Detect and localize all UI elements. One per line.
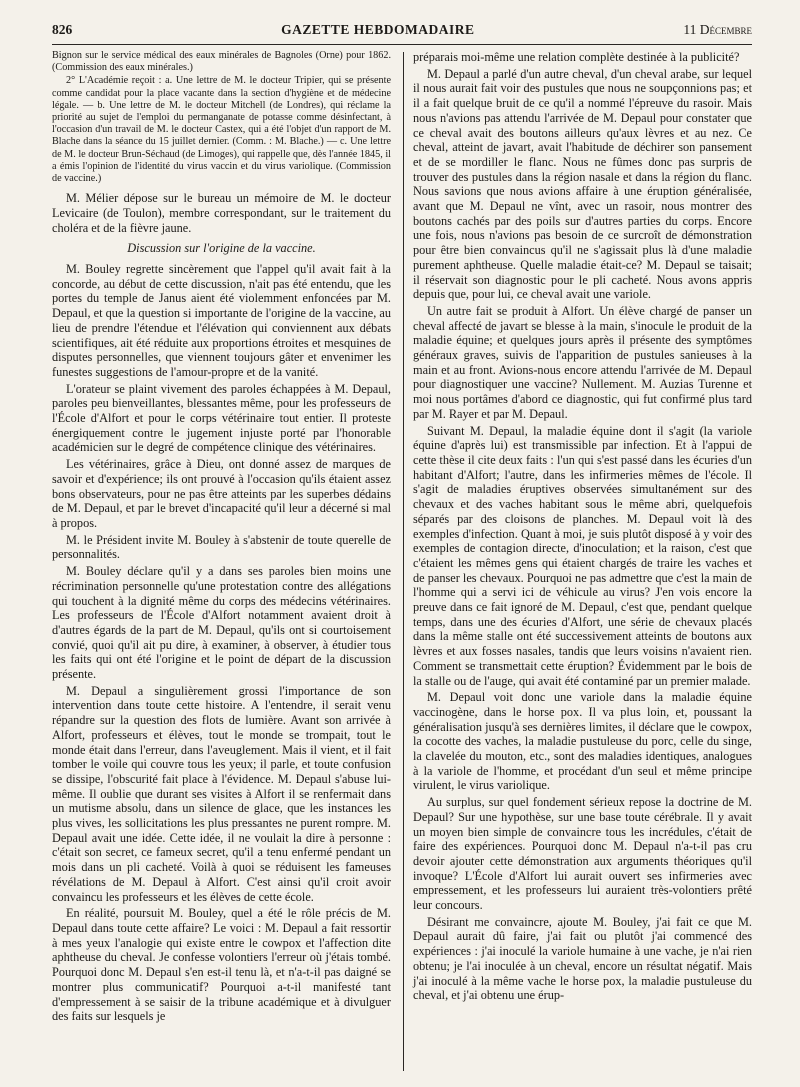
paragraph: L'orateur se plaint vivement des paroles échappées à M. Depaul, paroles peu bienveillantes, blessantes même, pour les professeurs de l'École d'Alfort et pour le corps vétérinaire tout entier. Il proteste énergiquement contre le jugement injuste porté par l'honorable académicien sur le degré de compétence clinique des vétérinaires. <box>52 381 391 455</box>
page-number: 826 <box>52 22 73 37</box>
paragraph: M. Bouley déclare qu'il y a dans ses paroles bien moins une récrimination personnelle qu'une protestation contre des allégations qui touchent à la dignité même du corps des médecins vétérinaires. Les professeurs de l'École d'Alfort notamment avaient droit à d'autres égards de la part de M. Depaul, qu'ils ont si courtoisement convié, quoi qu'il ait pu dire, à examiner, à observer, à étudier tous les faits qui ont été l'origine et le point de départ de la discussion présente. <box>52 564 391 682</box>
note-bignon: Bignon sur le service médical des eaux minérales de Bagnoles (Orne) pour 1862. (Commission des eaux minérales.) <box>52 50 391 74</box>
page-header <box>52 22 752 44</box>
paragraph: préparais moi-même une relation complète destinée à la publicité? <box>413 50 740 64</box>
paragraph: Les vétérinaires, grâce à Dieu, ont donné assez de marques de savoir et d'expérience; ils ont prouvé à l'occasion qu'ils étaient assez bons observateurs, pour ne pas être atteints par les superbes dédains de M. Depaul, et par le brevet d'incapacité qu'il leur a décerné si mal à propos. <box>52 457 391 530</box>
melier-paragraph: M. Mélier dépose sur le bureau un mémoire de M. le docteur Levicaire (de Toulon), membre correspondant, sur le traitement du choléra et de la fièvre jaune. <box>52 191 391 235</box>
section-title: Discussion sur l'origine de la vaccine. <box>127 241 316 256</box>
paragraph: En réalité, poursuit M. Bouley, quel a été le rôle précis de M. Depaul dans toute cette affaire? Le voici : M. Depaul a fait ressortir à mes yeux l'analogie qui existe entre le cowpox et l'affection dite aphtheuse du cheval. Je confesse volontiers l'erreur où j'étais tombé. Pourquoi donc M. Depaul s'en est-il tenu là, et n'a-t-il pas daigné se montrer plus communicatif? Pourquoi a-t-il manifesté tant d'empressement à se saisir de la tribune académique et à divulguer des faits sur lesquels je <box>52 906 391 1024</box>
paragraph: M. Bouley regrette sincèrement que l'appel qu'il avait fait à la concorde, au début de cette discussion, n'ait pas été entendu, que les portes du temple de Janus aient été violemment enfoncées par M. Depaul, et que la question si importante de l'origine de la vaccine, au lieu de prendre l'étendue et l'élévation qui conviennent aux débats scientifiques, ait été réduite aux proportions étroites et mesquines de disputes personnelles, que viennent toujours gâter et envenimer les funestes suggestions de l'amour-propre et de la vanité. <box>52 262 391 379</box>
left-column <box>52 50 391 1026</box>
paragraph: Un autre fait se produit à Alfort. Un élève chargé de panser un cheval affecté de javart se blesse à la main, s'inocule le produit de la maladie équine; et quelques jours après il présente des symptômes généraux graves, suivis de l'apparition de pustules sanieuses à la main et au front. Avions-nous encore attendu l'arrivée de M. Depaul pour diagnostiquer une vaccine? Nullement. M. Auzias Turenne et moi nous portâmes d'abord ce diagnostic, qui fut confirmé plus tard par M. Rayer et par M. Depaul. <box>413 303 752 421</box>
paragraph: Au surplus, sur quel fondement sérieux repose la doctrine de M. Depaul? Sur une hypothèse, sur une base toute cérébrale. Il y avait un moyen bien simple de convaincre tous les incrédules, c'était de faire des expériences. Pourquoi donc M. Depaul n'a-t-il pas cru devoir ajouter cette démonstration aux arguments théoriques qu'il invoque? L'École d'Alfort lui aurait ouvert ses infirmeries avec empressement, et les professeurs lui auraient très-volontiers prêté leur concours. <box>413 795 752 913</box>
paragraph: M. Depaul voit donc une variole dans la maladie équine vaccinogène, dans le horse pox. Il va plus loin, et, poussant la généralisation jusqu'à ses dernières limites, il déclare que le cowpox, la cocotte des vaches, la maladie pustuleuse du porc, celle du singe, la clavelée du mouton, etc., sont des maladies identiques, analogues à la variole de l'homme, et procédant d'un seul et même principe virulent, le virus variolique. <box>413 690 752 793</box>
issue-date: 11 Décembre <box>683 22 752 37</box>
paragraph: Suivant M. Depaul, la maladie équine dont il s'agit (la variole équine d'après lui) est transmissible par infection. Et à l'appui de cette thèse il cite deux faits : l'un qui s'est passé dans les écuries d'un habitant d'Alfort; l'autre, dans les infirmeries mêmes de l'école. Il s'agit de maladies éruptives observées simultanément sur des chevaux et des vaches habitant sous le même abri, quelquefois séparés par des cloisons de planches. M. Depaul voit là des exemples d'infection. Quant à moi, je suis plutôt disposé à y voir des exemples de contagion directe, d'inoculation; et la raison, c'est que c'étaient les mêmes gens qui étaient chargés de traire les vaches et de panser les chevaux. Pourquoi ne pas admettre que c'est la main de l'homme qui a servi ici de véhicule au virus? J'en vois encore la preuve dans ce fait ignoré de M. Depaul, c'est que, pendant quelque temps, dans une des écuries d'Alfort, une série de chevaux placés dans la même stalle ont été successivement atteints de boutons aux lèvres et aux fosses nasales, tandis que leurs voisins n'avaient rien. Comment se transmettait cette éruption? Évidemment par le bois de la stalle ou de l'auge, qui avait été contaminé par un premier malade. <box>413 423 752 688</box>
paragraph: M. Depaul a singulièrement grossi l'importance de son intervention dans toute cette histoire. A l'entendre, il serait venu répandre sur la question des flots de lumière. Avant son arrivée à Alfort, professeurs et élèves, tout le monde se trompait, tout le monde était dans l'erreur, dans l'aveuglement. Mais il vient, et il fait tomber le voile qui couvre tous les yeux; il parle, et toute confusion se dissipe, l'obscurité fait place à l'évidence. M. Depaul s'abuse lui-même. Il oublie que durant ses visites à Alfort il se renfermait dans un mutisme absolu, dans un silence de glace, que les instances les plus vives, les sollicitations les plus pressantes ne purent rompre. M. Depaul avait une idée. Cette idée, il ne voulait la dire à personne : c'était son secret, ce fameux secret, qu'il a tenu enfermé pendant un mois dans un pli cacheté. Voilà à quoi se réduisent les fameuses révélations de M. Depaul à Alfort. C'est ainsi qu'il croit avoir convaincu les professeurs et les élèves de cette école. <box>52 683 391 904</box>
right-column <box>413 50 752 1005</box>
note-academie: 2° L'Académie reçoit : a. Une lettre de M. le docteur Tripier, qui se présente comme candidat pour la place vacante dans la section d'hygiène et de médecine légale. — b. Une lettre de M. le docteur Mitchell (de Londres), qui réclame la priorité au sujet de l'emploi du permanganate de potasse comme désinfectant, à l'occasion d'un travail de M. le docteur Castex, qui a été l'objet d'un rapport de M. Blache dans la séance du 15 juillet dernier. (Comm. : M. Blache.) — c. Une lettre de M. le docteur Brun-Séchaud (de Limoges), qui rappelle que, dès l'année 1845, il a émis l'opinion de l'identité du virus vaccin et du virus variolique. (Commission de vaccine.) <box>52 75 391 185</box>
paragraph: M. le Président invite M. Bouley à s'abstenir de toute querelle de personnalités. <box>52 532 391 562</box>
header-rule <box>52 44 752 45</box>
paragraph: M. Depaul a parlé d'un autre cheval, d'un cheval arabe, sur lequel il nous aurait fait voir des pustules que nous ne soupçonnions pas; et il a fait quelque bruit de ce qu'il a nommé l'épreuve du rasoir. Mais nous n'avions pas attendu l'arrivée de M. Depaul pour constater que ce cheval avait des boutons ailleurs qu'aux lèvres et au nez. Ce cheval, atteint de javart, avait l'habitude de déchirer son pansement et de se mordiller le flanc. Nous ne fûmes donc pas surpris de trouver des pustules dans la région nasale et dans la région du flanc. Nous savions que nous avions affaire à une éruption généralisée, avant que M. Depaul ne vînt, avec un rasoir, nous montrer des boutons cachés par des poils sur d'autres parties du corps. Encore une fois, nous n'avions pas besoin de ce surcroît de démonstration pour être bien convaincus qu'il ne s'agissait plus là d'une maladie purement aphtheuse. Quelle maladie était-ce? M. Depaul se taisait; il réservait son diagnostic pour le pli cacheté. Nous avons appris depuis que, pour lui, ce cheval avait une variole. <box>413 66 752 302</box>
paragraph: Désirant me convaincre, ajoute M. Bouley, j'ai fait ce que M. Depaul aurait dû faire, j'ai fait ou plutôt j'ai commencé des expériences : j'ai inoculé la variole humaine à une vache, je n'ai rien obtenu; je l'ai inoculée à un cheval, encore un résultat négatif. Mais j'ai inoculé à la même vache le horse pox, la maladie pustuleuse du cheval, et j'ai obtenu une érup- <box>413 914 752 1003</box>
column-divider <box>403 52 404 1071</box>
journal-title: GAZETTE HEBDOMADAIRE <box>281 22 475 37</box>
